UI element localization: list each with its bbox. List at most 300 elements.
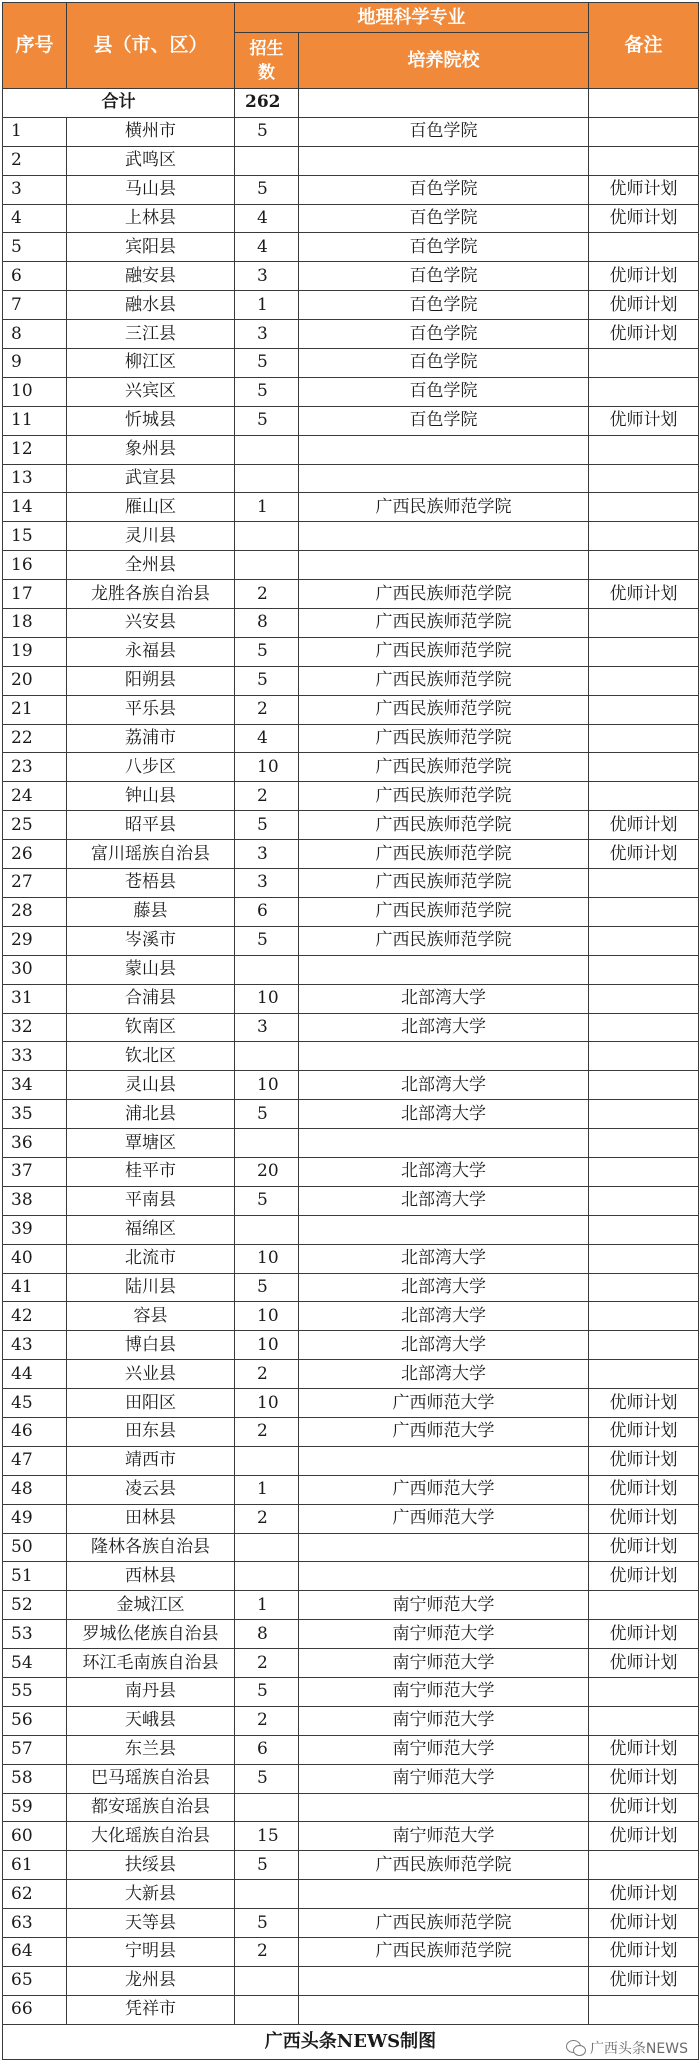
table-row	[3, 666, 699, 695]
table-row	[3, 435, 699, 464]
watermark-text: 广西头条NEWS	[589, 2041, 688, 2057]
table-row	[3, 869, 699, 898]
table-row	[3, 1100, 699, 1129]
row-county: 钦北区	[67, 1042, 235, 1071]
row-note	[589, 869, 699, 898]
row-county: 象州县	[67, 435, 235, 464]
row-county: 阳朔县	[67, 666, 235, 695]
row-enroll: 10	[235, 1331, 299, 1360]
row-index: 51	[3, 1562, 67, 1591]
row-note	[589, 609, 699, 638]
row-index: 65	[3, 1966, 67, 1995]
row-enroll: 5	[235, 811, 299, 840]
table-row	[3, 117, 699, 146]
row-county: 巴马瑶族自治县	[67, 1764, 235, 1793]
row-county: 岑溪市	[67, 926, 235, 955]
row-school: 南宁师范大学	[299, 1822, 589, 1851]
row-school: 百色学院	[299, 349, 589, 378]
row-county: 大新县	[67, 1880, 235, 1909]
table-row	[3, 1995, 699, 2024]
row-note: 优师计划	[589, 291, 699, 320]
row-county: 田林县	[67, 1504, 235, 1533]
table-row	[3, 204, 699, 233]
row-enroll	[235, 1215, 299, 1244]
table-row	[3, 1620, 699, 1649]
table-row	[3, 1042, 699, 1071]
row-note	[589, 695, 699, 724]
row-school: 北部湾大学	[299, 1302, 589, 1331]
row-index: 15	[3, 522, 67, 551]
row-county: 隆林各族自治县	[67, 1533, 235, 1562]
table-row	[3, 1186, 699, 1215]
row-county: 合浦县	[67, 984, 235, 1013]
row-school: 南宁师范大学	[299, 1591, 589, 1620]
row-enroll: 5	[235, 406, 299, 435]
row-note	[589, 1360, 699, 1389]
table-row	[3, 1071, 699, 1100]
row-note	[589, 146, 699, 175]
row-note	[589, 1995, 699, 2024]
row-enroll: 5	[235, 117, 299, 146]
row-note	[589, 117, 699, 146]
row-school: 广西民族师范学院	[299, 493, 589, 522]
row-county: 雁山区	[67, 493, 235, 522]
row-county: 覃塘区	[67, 1129, 235, 1158]
table-row	[3, 146, 699, 175]
row-county: 博白县	[67, 1331, 235, 1360]
row-school: 百色学院	[299, 175, 589, 204]
row-index: 13	[3, 464, 67, 493]
row-note: 优师计划	[589, 811, 699, 840]
row-enroll: 4	[235, 724, 299, 753]
row-enroll: 5	[235, 1851, 299, 1880]
row-school	[299, 955, 589, 984]
row-county: 灵川县	[67, 522, 235, 551]
row-enroll: 1	[235, 1475, 299, 1504]
row-index: 35	[3, 1100, 67, 1129]
row-school: 北部湾大学	[299, 1186, 589, 1215]
row-school: 广西民族师范学院	[299, 724, 589, 753]
row-school: 百色学院	[299, 406, 589, 435]
row-enroll: 5	[235, 1273, 299, 1302]
row-school	[299, 1966, 589, 1995]
row-school: 广西民族师范学院	[299, 1851, 589, 1880]
row-county: 陆川县	[67, 1273, 235, 1302]
row-note	[589, 1244, 699, 1273]
row-enroll: 6	[235, 1735, 299, 1764]
row-note	[589, 1273, 699, 1302]
row-school: 北部湾大学	[299, 1013, 589, 1042]
row-county: 灵山县	[67, 1071, 235, 1100]
row-enroll	[235, 1042, 299, 1071]
row-enroll: 10	[235, 1389, 299, 1418]
row-school: 广西民族师范学院	[299, 580, 589, 609]
table-row	[3, 1157, 699, 1186]
total-empty-school	[299, 89, 589, 118]
row-enroll: 8	[235, 1620, 299, 1649]
table-row	[3, 1360, 699, 1389]
row-enroll: 15	[235, 1822, 299, 1851]
row-note: 优师计划	[589, 262, 699, 291]
row-county: 八步区	[67, 753, 235, 782]
row-note	[589, 1071, 699, 1100]
row-note	[589, 435, 699, 464]
row-county: 柳江区	[67, 349, 235, 378]
row-county: 田阳区	[67, 1389, 235, 1418]
table-row	[3, 175, 699, 204]
row-school: 北部湾大学	[299, 984, 589, 1013]
row-index: 66	[3, 1995, 67, 2024]
row-note	[589, 637, 699, 666]
row-index: 27	[3, 869, 67, 898]
row-note: 优师计划	[589, 320, 699, 349]
row-county: 容县	[67, 1302, 235, 1331]
row-county: 武鸣区	[67, 146, 235, 175]
row-school: 百色学院	[299, 291, 589, 320]
table-row	[3, 233, 699, 262]
row-school	[299, 551, 589, 580]
row-note: 优师计划	[589, 1793, 699, 1822]
row-school: 广西民族师范学院	[299, 811, 589, 840]
row-index: 31	[3, 984, 67, 1013]
row-school: 南宁师范大学	[299, 1706, 589, 1735]
row-county: 东兰县	[67, 1735, 235, 1764]
row-school: 广西民族师范学院	[299, 753, 589, 782]
row-enroll: 3	[235, 869, 299, 898]
row-school: 百色学院	[299, 117, 589, 146]
row-index: 29	[3, 926, 67, 955]
row-index: 30	[3, 955, 67, 984]
header-school: 培养院校	[299, 33, 589, 89]
row-school	[299, 146, 589, 175]
row-note	[589, 493, 699, 522]
row-county: 富川瑶族自治县	[67, 840, 235, 869]
row-school: 百色学院	[299, 377, 589, 406]
row-index: 21	[3, 695, 67, 724]
row-school	[299, 1562, 589, 1591]
row-enroll: 2	[235, 1504, 299, 1533]
row-index: 62	[3, 1880, 67, 1909]
row-county: 靖西市	[67, 1446, 235, 1475]
row-note	[589, 464, 699, 493]
footer-credit: 广西头条NEWS制图	[3, 2024, 699, 2059]
row-county: 马山县	[67, 175, 235, 204]
row-enroll: 3	[235, 840, 299, 869]
row-county: 金城江区	[67, 1591, 235, 1620]
row-index: 57	[3, 1735, 67, 1764]
row-school: 广西民族师范学院	[299, 1938, 589, 1967]
row-school: 广西民族师范学院	[299, 637, 589, 666]
row-county: 藤县	[67, 897, 235, 926]
row-school: 百色学院	[299, 233, 589, 262]
row-note: 优师计划	[589, 1389, 699, 1418]
row-note	[589, 1013, 699, 1042]
row-index: 1	[3, 117, 67, 146]
row-index: 49	[3, 1504, 67, 1533]
table-row	[3, 897, 699, 926]
row-index: 44	[3, 1360, 67, 1389]
row-school	[299, 435, 589, 464]
row-index: 46	[3, 1417, 67, 1446]
row-school	[299, 522, 589, 551]
table-row	[3, 1244, 699, 1273]
row-index: 16	[3, 551, 67, 580]
table-row	[3, 1562, 699, 1591]
row-note: 优师计划	[589, 175, 699, 204]
row-county: 浦北县	[67, 1100, 235, 1129]
row-school	[299, 464, 589, 493]
row-note: 优师计划	[589, 1909, 699, 1938]
row-index: 60	[3, 1822, 67, 1851]
row-note: 优师计划	[589, 204, 699, 233]
row-index: 50	[3, 1533, 67, 1562]
row-school: 北部湾大学	[299, 1100, 589, 1129]
row-county: 武宣县	[67, 464, 235, 493]
row-note: 优师计划	[589, 1649, 699, 1678]
total-value: 262	[235, 89, 299, 118]
row-school: 广西民族师范学院	[299, 609, 589, 638]
row-enroll: 2	[235, 580, 299, 609]
table-row	[3, 1966, 699, 1995]
row-enroll	[235, 1966, 299, 1995]
row-note	[589, 377, 699, 406]
table-row	[3, 1822, 699, 1851]
row-school: 百色学院	[299, 320, 589, 349]
table-row	[3, 1649, 699, 1678]
row-school	[299, 1042, 589, 1071]
row-enroll	[235, 146, 299, 175]
row-county: 扶绥县	[67, 1851, 235, 1880]
row-county: 融安县	[67, 262, 235, 291]
table-row	[3, 811, 699, 840]
row-index: 37	[3, 1157, 67, 1186]
table-row	[3, 551, 699, 580]
row-enroll	[235, 1446, 299, 1475]
row-county: 罗城仫佬族自治县	[67, 1620, 235, 1649]
row-note	[589, 1331, 699, 1360]
row-enroll: 5	[235, 1909, 299, 1938]
row-index: 33	[3, 1042, 67, 1071]
row-school	[299, 1129, 589, 1158]
row-school: 广西民族师范学院	[299, 695, 589, 724]
row-enroll: 10	[235, 1302, 299, 1331]
row-school: 北部湾大学	[299, 1360, 589, 1389]
row-enroll: 1	[235, 1591, 299, 1620]
row-enroll: 10	[235, 984, 299, 1013]
total-label: 合计	[3, 89, 235, 118]
row-note	[589, 1302, 699, 1331]
row-county: 宾阳县	[67, 233, 235, 262]
row-index: 48	[3, 1475, 67, 1504]
row-enroll	[235, 1880, 299, 1909]
row-enroll: 10	[235, 1071, 299, 1100]
table-row	[3, 1446, 699, 1475]
row-note: 优师计划	[589, 1533, 699, 1562]
row-enroll	[235, 955, 299, 984]
table-row	[3, 637, 699, 666]
row-note	[589, 1186, 699, 1215]
row-index: 17	[3, 580, 67, 609]
row-note: 优师计划	[589, 1880, 699, 1909]
row-index: 39	[3, 1215, 67, 1244]
table-row	[3, 695, 699, 724]
row-index: 5	[3, 233, 67, 262]
wechat-icon	[566, 2040, 586, 2056]
header-note: 备注	[589, 3, 699, 89]
row-index: 36	[3, 1129, 67, 1158]
row-enroll: 5	[235, 666, 299, 695]
row-enroll: 1	[235, 291, 299, 320]
row-note	[589, 1100, 699, 1129]
table-row	[3, 1677, 699, 1706]
row-county: 三江县	[67, 320, 235, 349]
row-enroll	[235, 1129, 299, 1158]
table-row	[3, 464, 699, 493]
row-index: 22	[3, 724, 67, 753]
row-school: 广西师范大学	[299, 1504, 589, 1533]
table-row	[3, 1533, 699, 1562]
row-county: 横州市	[67, 117, 235, 146]
table-row	[3, 377, 699, 406]
row-county: 蒙山县	[67, 955, 235, 984]
row-index: 25	[3, 811, 67, 840]
row-note	[589, 724, 699, 753]
row-note	[589, 551, 699, 580]
table-row	[3, 1591, 699, 1620]
row-enroll: 2	[235, 1649, 299, 1678]
table-row	[3, 984, 699, 1013]
row-enroll: 3	[235, 1013, 299, 1042]
table-row	[3, 1735, 699, 1764]
table-row	[3, 926, 699, 955]
row-index: 34	[3, 1071, 67, 1100]
row-county: 上林县	[67, 204, 235, 233]
row-index: 20	[3, 666, 67, 695]
row-enroll	[235, 1793, 299, 1822]
row-note	[589, 1215, 699, 1244]
row-note: 优师计划	[589, 1475, 699, 1504]
table-row	[3, 1706, 699, 1735]
row-index: 53	[3, 1620, 67, 1649]
row-enroll	[235, 522, 299, 551]
row-enroll: 2	[235, 695, 299, 724]
row-index: 4	[3, 204, 67, 233]
row-index: 8	[3, 320, 67, 349]
table-row	[3, 1909, 699, 1938]
row-county: 天峨县	[67, 1706, 235, 1735]
row-note	[589, 1677, 699, 1706]
table-row	[3, 782, 699, 811]
row-school	[299, 1995, 589, 2024]
row-note: 优师计划	[589, 1504, 699, 1533]
row-index: 24	[3, 782, 67, 811]
row-county: 龙州县	[67, 1966, 235, 1995]
row-county: 环江毛南族自治县	[67, 1649, 235, 1678]
row-school: 北部湾大学	[299, 1157, 589, 1186]
row-county: 钟山县	[67, 782, 235, 811]
row-index: 45	[3, 1389, 67, 1418]
header-major-group: 地理科学专业	[235, 3, 589, 33]
table-row	[3, 1389, 699, 1418]
row-county: 田东县	[67, 1417, 235, 1446]
row-note: 优师计划	[589, 1764, 699, 1793]
row-enroll	[235, 1533, 299, 1562]
row-county: 荔浦市	[67, 724, 235, 753]
watermark	[566, 2038, 688, 2058]
row-county: 兴宾区	[67, 377, 235, 406]
row-index: 38	[3, 1186, 67, 1215]
row-enroll	[235, 1995, 299, 2024]
row-note: 优师计划	[589, 1938, 699, 1967]
row-index: 11	[3, 406, 67, 435]
row-county: 兴业县	[67, 1360, 235, 1389]
row-county: 福绵区	[67, 1215, 235, 1244]
row-enroll: 1	[235, 493, 299, 522]
table-row	[3, 1938, 699, 1967]
row-index: 41	[3, 1273, 67, 1302]
row-note: 优师计划	[589, 1822, 699, 1851]
row-school: 广西民族师范学院	[299, 869, 589, 898]
row-school: 广西师范大学	[299, 1389, 589, 1418]
row-county: 兴安县	[67, 609, 235, 638]
row-school	[299, 1533, 589, 1562]
table-body	[3, 89, 699, 2025]
row-note: 优师计划	[589, 1562, 699, 1591]
row-school: 南宁师范大学	[299, 1735, 589, 1764]
row-index: 9	[3, 349, 67, 378]
table-row	[3, 955, 699, 984]
row-enroll: 5	[235, 1100, 299, 1129]
row-county: 平乐县	[67, 695, 235, 724]
row-county: 天等县	[67, 1909, 235, 1938]
row-county: 融水县	[67, 291, 235, 320]
row-enroll	[235, 1562, 299, 1591]
row-enroll: 2	[235, 782, 299, 811]
row-index: 64	[3, 1938, 67, 1967]
row-school: 广西民族师范学院	[299, 840, 589, 869]
header-enroll	[235, 33, 299, 89]
table-row	[3, 1475, 699, 1504]
table-row	[3, 580, 699, 609]
table-row	[3, 1129, 699, 1158]
table-row	[3, 724, 699, 753]
row-note	[589, 1157, 699, 1186]
row-county: 永福县	[67, 637, 235, 666]
row-enroll: 4	[235, 233, 299, 262]
row-enroll: 8	[235, 609, 299, 638]
row-enroll: 4	[235, 204, 299, 233]
row-note: 优师计划	[589, 406, 699, 435]
row-school: 南宁师范大学	[299, 1677, 589, 1706]
row-county: 苍梧县	[67, 869, 235, 898]
row-note: 优师计划	[589, 1446, 699, 1475]
row-enroll: 2	[235, 1938, 299, 1967]
row-note: 优师计划	[589, 840, 699, 869]
table-row	[3, 1504, 699, 1533]
row-county: 宁明县	[67, 1938, 235, 1967]
row-index: 52	[3, 1591, 67, 1620]
row-county: 龙胜各族自治县	[67, 580, 235, 609]
row-school	[299, 1215, 589, 1244]
row-note	[589, 984, 699, 1013]
header-county: 县（市、区）	[67, 3, 235, 89]
header-index: 序号	[3, 3, 67, 89]
row-enroll	[235, 435, 299, 464]
row-enroll: 5	[235, 926, 299, 955]
row-note	[589, 522, 699, 551]
row-enroll: 10	[235, 1244, 299, 1273]
row-index: 2	[3, 146, 67, 175]
